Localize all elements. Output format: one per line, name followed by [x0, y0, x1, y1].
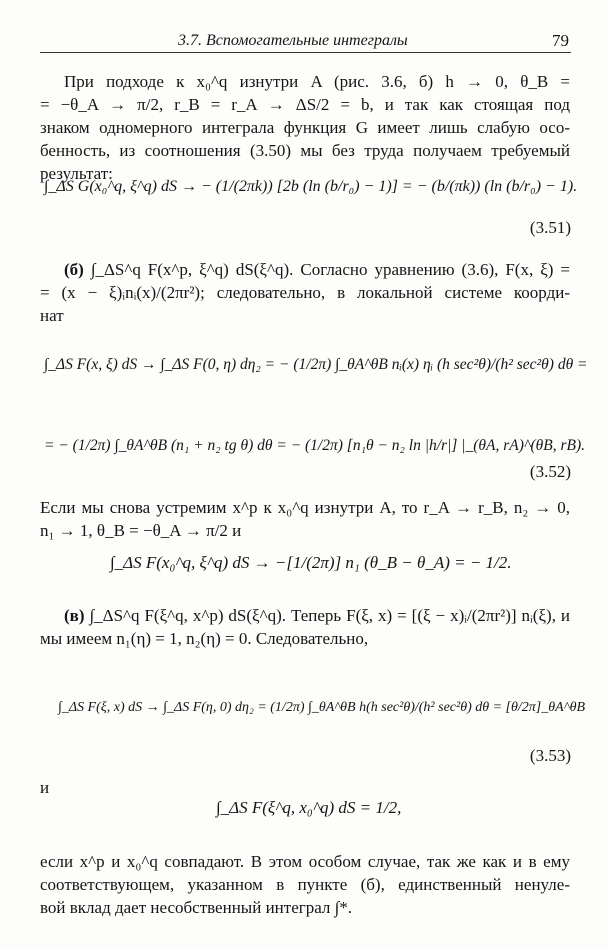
- text-line: При подходе к x₀^q изнутри A (рис. 3.6, б) h → 0, θ_B =: [64, 72, 570, 91]
- paragraph-limit: [40, 496, 570, 542]
- section-title: 3.7. Вспомогательные интегралы: [178, 32, 408, 49]
- paragraph-item-v: [40, 604, 570, 650]
- text-line: мы имеем n₁(η) = 1, n₂(η) = 0. Следовательно,: [40, 629, 369, 648]
- equation-3-51: ∫_ΔS G(x₀^q, ξ^q) dS → − (1/(2πk)) [2b (ln (b/r₀) − 1)] = − (b/(πk)) (ln (b/r₀) − 1).: [44, 178, 578, 195]
- text-line: нат: [40, 306, 64, 325]
- equation-number-3-53: (3.53): [529, 746, 571, 765]
- text-line: = −θ_A → π/2, r_B = r_A → ΔS/2 = b, и так как стоящая под: [40, 95, 570, 114]
- text-line: вой вклад дает несобственный интеграл ∫*.: [40, 898, 353, 917]
- text-line: бенность, из соотношения (3.50) мы без труда получаем требуемый: [40, 141, 570, 160]
- paragraph-conclusion: [40, 850, 570, 919]
- equation-number-3-51: (3.51): [529, 218, 571, 237]
- text-line: = (x − ξ)ᵢnᵢ(x)/(2πr²); следовательно, в локальной системе коорди-: [40, 283, 570, 302]
- item-label-b: (б): [64, 260, 84, 279]
- text-line: результат:: [40, 164, 113, 183]
- text-line: если x^p и x₀^q совпадают. В этом особом случае, так же как и в ему: [40, 852, 570, 871]
- equation-3-53: ∫_ΔS F(ξ, x) dS → ∫_ΔS F(η, 0) dη₂ = (1/2π) ∫_θA^θB h(h sec²θ)/(h² sec²θ) dθ = [θ/2π]_θA^θB: [58, 700, 585, 715]
- running-header: [40, 30, 571, 53]
- equation-3-52-first-line: ∫_ΔS F(x, ξ) dS → ∫_ΔS F(0, η) dη₂ = − (1/2π) ∫_θA^θB nᵢ(x) ηᵢ (h sec²θ)/(h² sec²θ) dθ =: [44, 356, 588, 373]
- item-label-v: (в): [64, 606, 85, 625]
- text-line: Если мы снова устремим x^p к x₀^q изнутри A, то r_A → r_B, n₂ → 0,: [40, 498, 570, 517]
- text-line: (в) ∫_ΔS^q F(ξ^q, x^p) dS(ξ^q). Теперь F(ξ, x) = [(ξ − x)ᵢ/(2πr²)] nᵢ(ξ), и: [64, 606, 571, 625]
- text-line: n₁ → 1, θ_B = −θ_A → π/2 и: [40, 521, 242, 540]
- conjunction: [40, 776, 570, 799]
- paragraph-approach: [40, 70, 570, 185]
- text-line: (б) ∫_ΔS^q F(x^p, ξ^q) dS(ξ^q). Согласно уравнению (3.6), F(x, ξ) =: [64, 260, 570, 279]
- text-line: знаком одномерного интеграла функция G имеет лишь слабую осо-: [40, 118, 570, 137]
- text-line: и: [40, 778, 50, 797]
- equation-integral-half: ∫_ΔS F(ξ^q, x₀^q) dS = 1/2,: [216, 798, 402, 817]
- paragraph-item-b: [40, 258, 570, 327]
- equation-limit-minus-half: ∫_ΔS F(x₀^q, ξ^q) dS → −[1/(2π)] n₁ (θ_B − θ_A) = − 1/2.: [110, 553, 512, 572]
- text-line: соответствующем, указанном в пункте (б), единственный ненуле-: [40, 875, 570, 894]
- page-number: 79: [552, 31, 569, 50]
- equation-3-52-second-line: = − (1/2π) ∫_θA^θB (n₁ + n₂ tg θ) dθ = − (1/2π) [n₁θ − n₂ ln |h/r|] |_(θA, rA)^(θB, rB).: [44, 437, 585, 454]
- equation-number-3-52: (3.52): [529, 462, 571, 481]
